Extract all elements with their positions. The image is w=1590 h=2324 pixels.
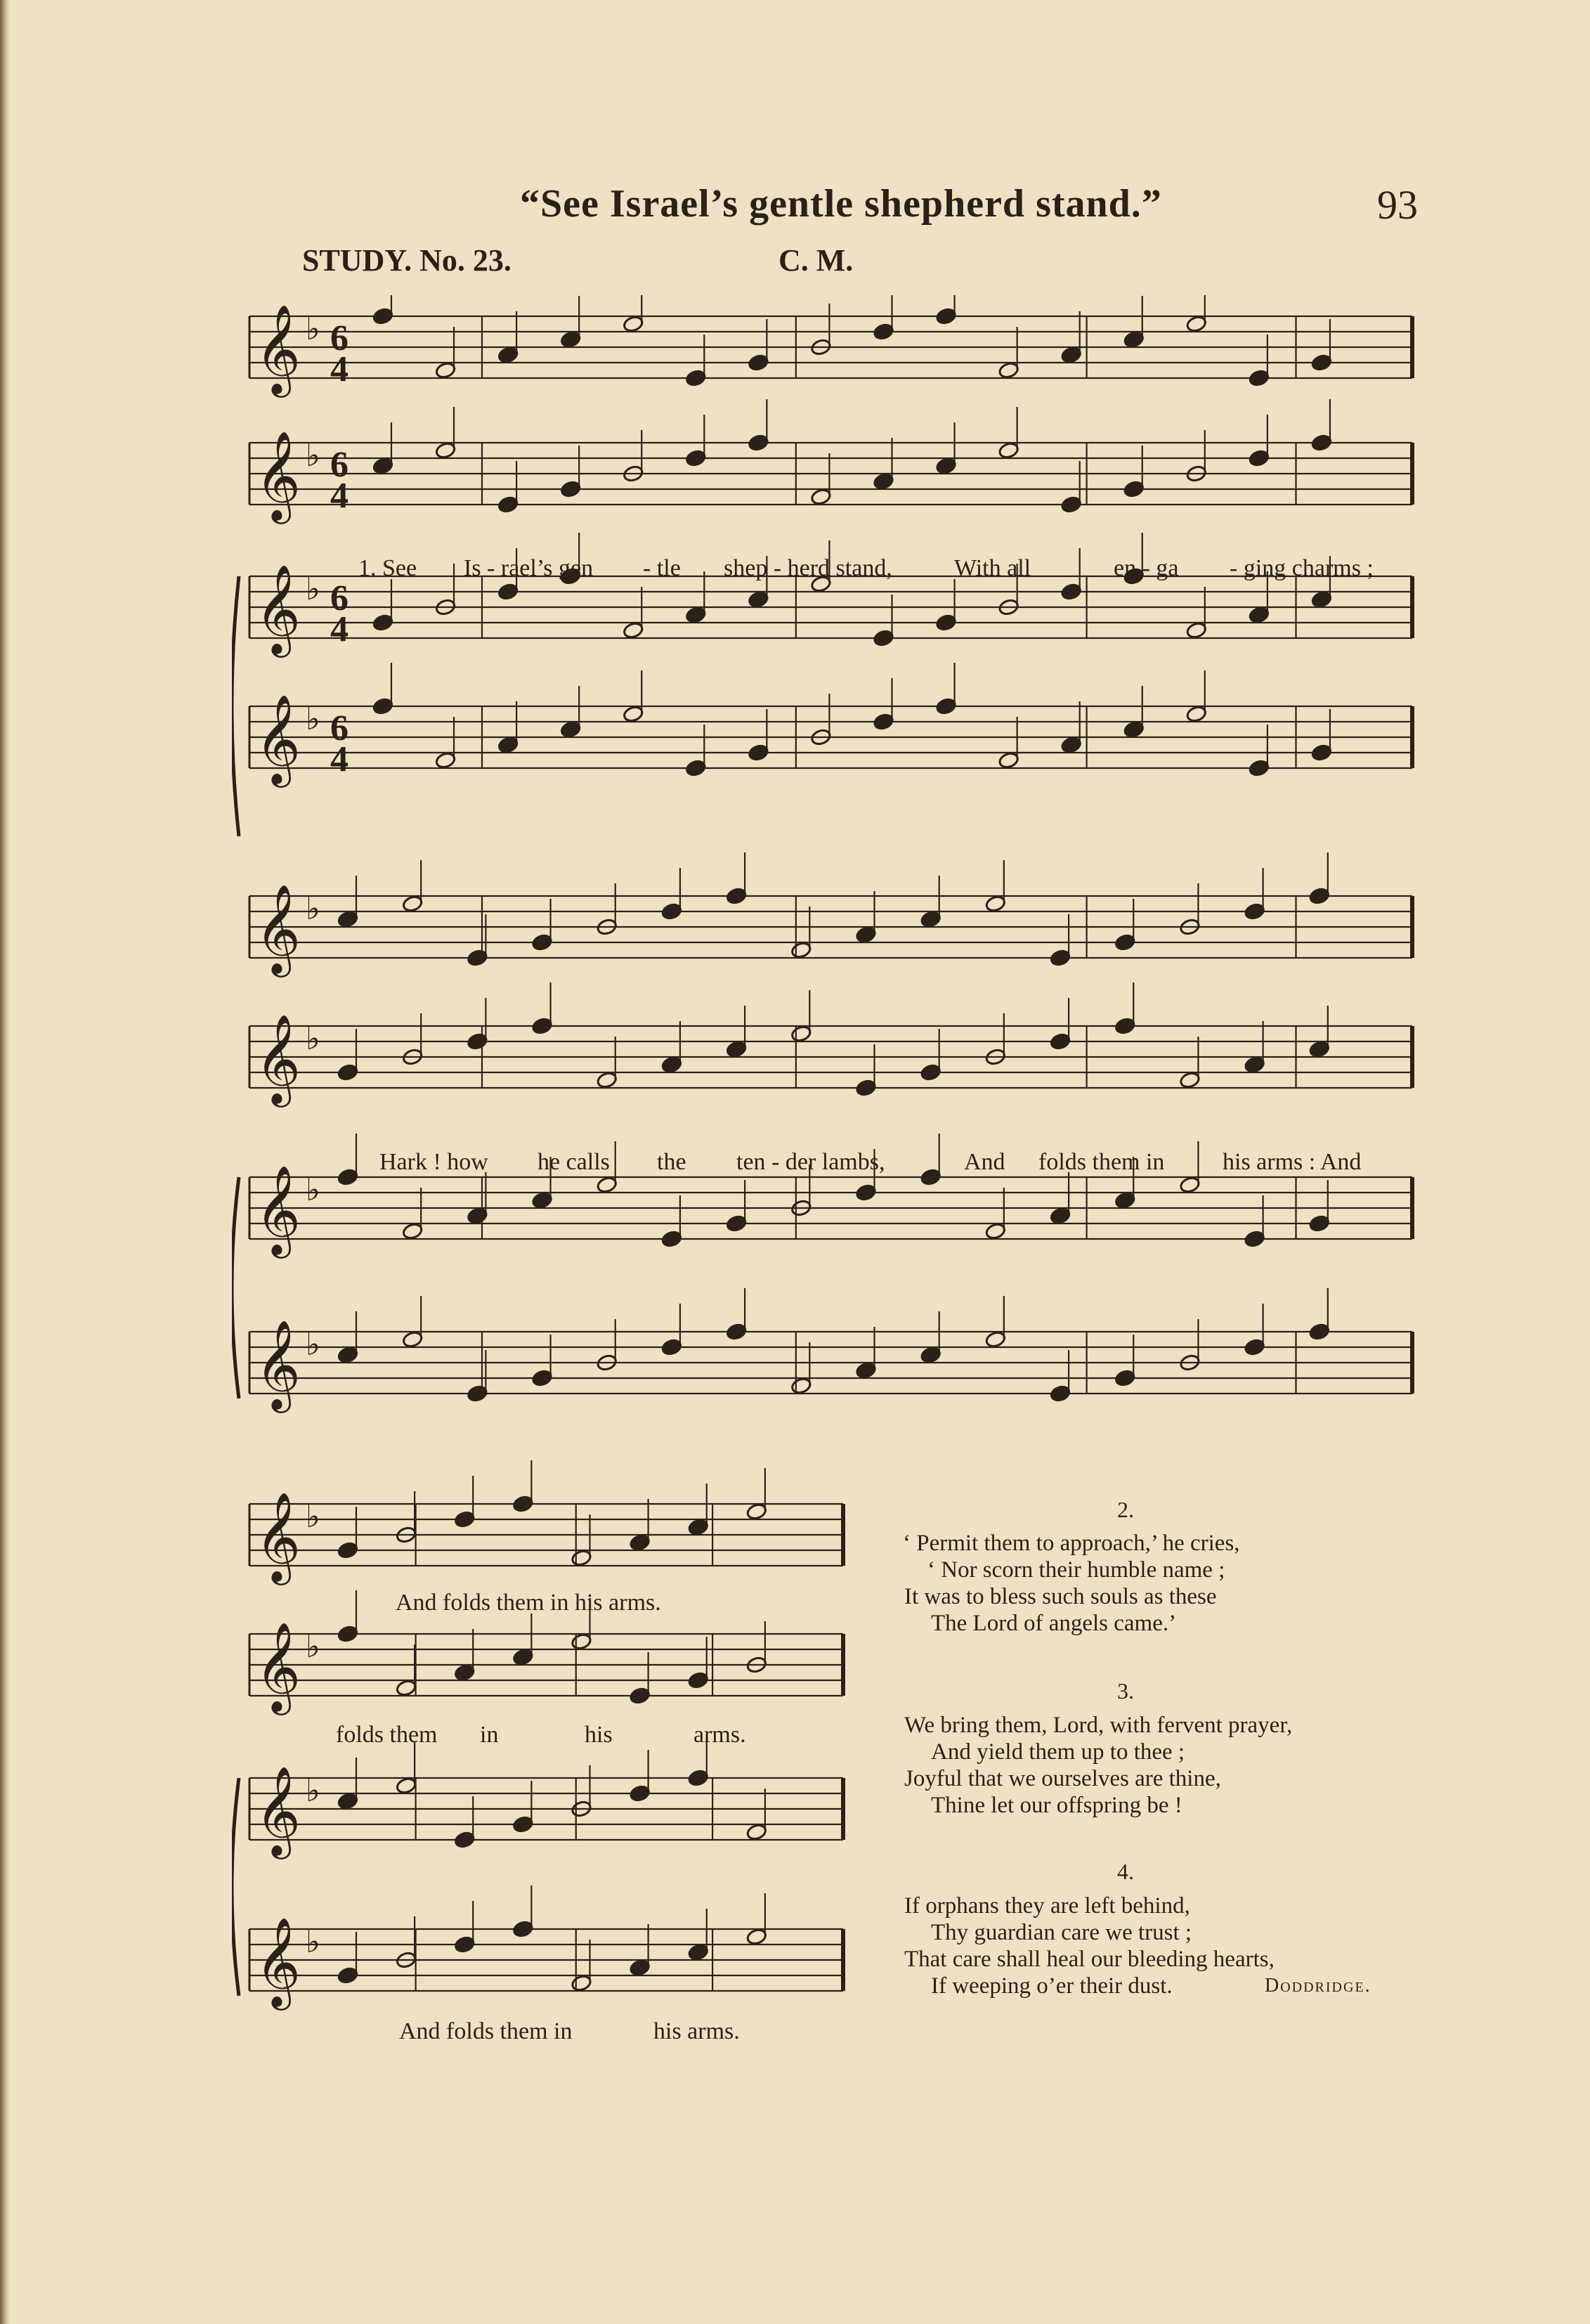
note-head [454,1510,476,1528]
note-head [497,583,519,601]
lyric-line2-w2: the [657,1149,686,1175]
note-head [1050,1207,1071,1225]
verse-number-2: 2. [1117,1497,1134,1522]
note-head [748,353,769,372]
note-head [531,933,553,952]
note-head [1311,434,1333,452]
lyric-line3b-w3: arms. [693,1722,746,1748]
note-head [497,346,519,364]
note-head [531,1369,553,1387]
note-head [531,1191,553,1209]
note-head [935,697,957,715]
note-head [435,751,457,770]
note-head [337,1168,359,1186]
verse-number-3: 3. [1117,1678,1134,1703]
lyric-line1-w1: Is - rael’s gen [464,555,594,581]
note-head [685,449,707,467]
note-head [935,457,957,475]
note-head [1311,590,1333,609]
note-head [560,720,582,739]
note-head [935,614,957,632]
note-head [1060,346,1082,364]
lyric-line2-w6: his arms : And [1223,1149,1362,1175]
note-head [1244,1056,1265,1074]
page-title: “See Israel’s gentle shepherd stand.” [520,182,1162,226]
lyric-line1-w5: en - ga [1114,555,1179,581]
note-head [454,1935,476,1954]
note-head [467,1207,488,1225]
note-head [560,480,582,498]
note-head [467,1032,488,1051]
verse-line: The Lord of angels came.’ [931,1611,1177,1636]
note-head [1249,606,1270,624]
verse-line: Thine let our offspring be ! [931,1793,1182,1818]
flat-icon: ♭ [306,1774,320,1808]
time-signature-top: 6 [330,445,348,485]
note-head [1249,369,1270,387]
note-head [1186,315,1208,333]
note-head [1311,353,1333,372]
note-head [1123,480,1145,498]
flat-icon: ♭ [306,1500,320,1534]
note-head [746,1502,768,1521]
note-head [746,1928,768,1946]
note-head [337,1063,359,1082]
note-head [1060,736,1082,754]
note-head [790,1025,812,1043]
note-head [560,330,582,349]
note-head [920,910,941,928]
note-head [1060,583,1082,601]
page-number: 93 [1377,182,1418,228]
note-head [337,1792,359,1810]
note-head [985,1330,1007,1349]
note-head [998,361,1019,379]
flat-icon: ♭ [306,1173,320,1207]
time-signature-bottom: 4 [330,349,348,389]
note-head [623,621,644,640]
note-head [873,713,894,731]
verse-line: That care shall heal our bleeding hearts, [904,1947,1275,1972]
lyric-line3b-w0: folds them [336,1722,438,1748]
note-head [726,1323,748,1341]
lyric-line3b-w2: his [585,1722,613,1748]
note-head [337,1966,359,1985]
treble-clef-icon: 𝄞 [255,1164,301,1254]
note-head [1179,1071,1201,1089]
note-head [661,1338,683,1356]
note-head [746,1823,768,1841]
lyric-line1-w6: - ging charms ; [1230,555,1374,581]
note-head [396,1679,417,1697]
note-head [629,1687,651,1705]
lyric-line2-w1: he calls [537,1149,610,1175]
note-head [920,1346,941,1364]
note-head [497,736,519,754]
verse-line: ‘ Nor scorn their humble name ; [927,1557,1225,1583]
brace [232,1177,239,1398]
verse-line: Thy guardian care we trust ; [931,1920,1192,1945]
note-head [1179,1176,1201,1194]
note-head [998,751,1019,770]
note-head [1114,933,1136,952]
note-head [1060,495,1082,514]
note-head [372,614,394,632]
lyric-line1-w0: 1. See [358,555,417,581]
note-head [726,1214,748,1233]
note-head [748,590,769,609]
time-signature-bottom: 4 [330,476,348,516]
treble-clef-icon: 𝄞 [255,1916,301,2006]
note-head [1186,705,1208,723]
note-head [629,1784,651,1803]
note-head [454,1831,476,1849]
note-head [596,1176,618,1194]
note-head [985,895,1007,913]
note-head [935,307,957,325]
note-head [685,369,707,387]
note-head [402,895,424,913]
note-head [623,705,644,723]
note-head [790,941,812,959]
verse-line: If weeping o’er their dust. [931,1973,1173,1999]
flat-icon: ♭ [306,572,320,606]
lyric-line2-w0: Hark ! how [379,1149,488,1175]
note-head [467,1384,488,1403]
note-head [748,434,769,452]
treble-clef-icon: 𝄞 [255,304,301,394]
verse-line: ‘ Permit them to approach,’ he cries, [903,1531,1240,1556]
treble-clef-icon: 𝄞 [255,1491,301,1581]
note-head [531,1017,553,1035]
brace [232,576,239,836]
note-head [855,1079,877,1097]
lyric-line3a: And folds them in his arms. [396,1590,661,1616]
verse-line: We bring them, Lord, with fervent prayer, [904,1713,1293,1738]
lyric-line2-w3: ten - der lambs, [736,1149,885,1175]
note-head [790,1377,812,1395]
treble-clef-icon: 𝄞 [255,883,301,973]
note-head [372,307,394,325]
note-head [1309,1040,1331,1058]
treble-clef-icon: 𝄞 [255,430,301,520]
note-head [337,1346,359,1364]
verse-number-4: 4. [1117,1859,1134,1884]
note-head [337,910,359,928]
note-head [1114,1017,1136,1035]
note-head [629,1959,651,1977]
note-head [629,1533,651,1552]
note-head [1309,1214,1331,1233]
note-head [661,1056,683,1074]
note-head [571,1974,592,1992]
note-head [726,1040,748,1058]
note-head [1050,1032,1071,1051]
note-head [512,1920,534,1938]
flat-icon: ♭ [306,1022,320,1056]
flat-icon: ♭ [306,1630,320,1664]
treble-clef-icon: 𝄞 [255,564,301,654]
note-head [873,472,894,491]
note-head [372,697,394,715]
note-head [1249,759,1270,777]
lyric-line1-w4: With all [954,555,1031,581]
brace [232,1778,239,1996]
note-head [687,1671,709,1689]
note-head [512,1648,534,1666]
note-head [435,361,457,379]
note-head [687,1769,709,1787]
note-head [810,488,832,506]
note-head [661,902,683,921]
time-signature-top: 6 [330,318,348,358]
note-head [596,1071,618,1089]
note-head [1309,1323,1331,1341]
note-head [920,1168,941,1186]
note-head [337,1625,359,1643]
note-head [467,949,488,967]
lyric-line3b-w1: in [480,1722,499,1748]
treble-clef-icon: 𝄞 [255,694,301,784]
flat-icon: ♭ [306,702,320,736]
note-head [1050,1384,1071,1403]
note-head [855,1183,877,1202]
verse-line: And yield them up to thee ; [931,1739,1185,1765]
note-head [687,1518,709,1536]
treble-clef-icon: 𝄞 [255,1319,301,1409]
note-head [454,1663,476,1682]
note-head [873,629,894,647]
lyric-line2-w4: And [964,1149,1005,1175]
flat-icon: ♭ [306,892,320,926]
note-head [687,1943,709,1961]
note-head [855,926,877,944]
note-head [1244,1338,1265,1356]
note-head [661,1230,683,1248]
time-signature-bottom: 4 [330,739,348,779]
note-head [1050,949,1071,967]
lyric-line3c-w1: his arms. [653,2018,740,2044]
note-head [571,1549,592,1567]
note-head [685,606,707,624]
note-head [1309,887,1331,905]
time-signature-bottom: 4 [330,609,348,649]
note-head [623,315,644,333]
verse-line: It was to bless such souls as these [904,1584,1217,1609]
lyric-line1-w2: - tle [643,555,681,581]
note-head [1311,744,1333,762]
note-head [402,1222,424,1240]
note-head [497,495,519,514]
note-head [873,323,894,341]
treble-clef-icon: 𝄞 [255,1621,301,1711]
hymn-author: Doddridge. [1265,1975,1371,1997]
lyric-line1-w3: shep - herd stand, [724,555,892,581]
note-head [571,1632,592,1651]
tune-meter-label: C. M. [778,243,854,278]
treble-clef-icon: 𝄞 [255,1765,301,1855]
note-head [1249,449,1270,467]
verse-line: Joyful that we ourselves are thine, [904,1766,1221,1791]
lyric-line2-w5: folds them in [1038,1149,1165,1175]
note-head [985,1222,1007,1240]
note-head [1123,330,1145,349]
note-head [726,887,748,905]
note-head [920,1063,941,1082]
note-head [1186,621,1208,640]
note-head [1244,1230,1265,1248]
note-head [337,1541,359,1559]
lyric-line3c-w0: And folds them in [399,2018,573,2044]
note-head [512,1495,534,1513]
note-head [1114,1191,1136,1209]
flat-icon: ♭ [306,1925,320,1959]
note-head [512,1815,534,1833]
treble-clef-icon: 𝄞 [255,1013,301,1103]
verse-line: If orphans they are left behind, [904,1893,1190,1919]
note-head [435,441,457,460]
note-head [1123,720,1145,739]
page-binding-edge [0,0,10,2324]
flat-icon: ♭ [306,312,320,346]
note-head [1114,1369,1136,1387]
note-head [1244,902,1265,921]
note-head [402,1330,424,1349]
tune-study-label: STUDY. No. 23. [302,243,511,278]
note-head [748,744,769,762]
flat-icon: ♭ [306,439,320,473]
time-signature-top: 6 [330,708,348,748]
note-head [685,759,707,777]
note-head [396,1777,417,1795]
note-head [855,1361,877,1380]
note-head [372,457,394,475]
time-signature-top: 6 [330,578,348,618]
note-head [998,441,1019,460]
flat-icon: ♭ [306,1327,320,1362]
